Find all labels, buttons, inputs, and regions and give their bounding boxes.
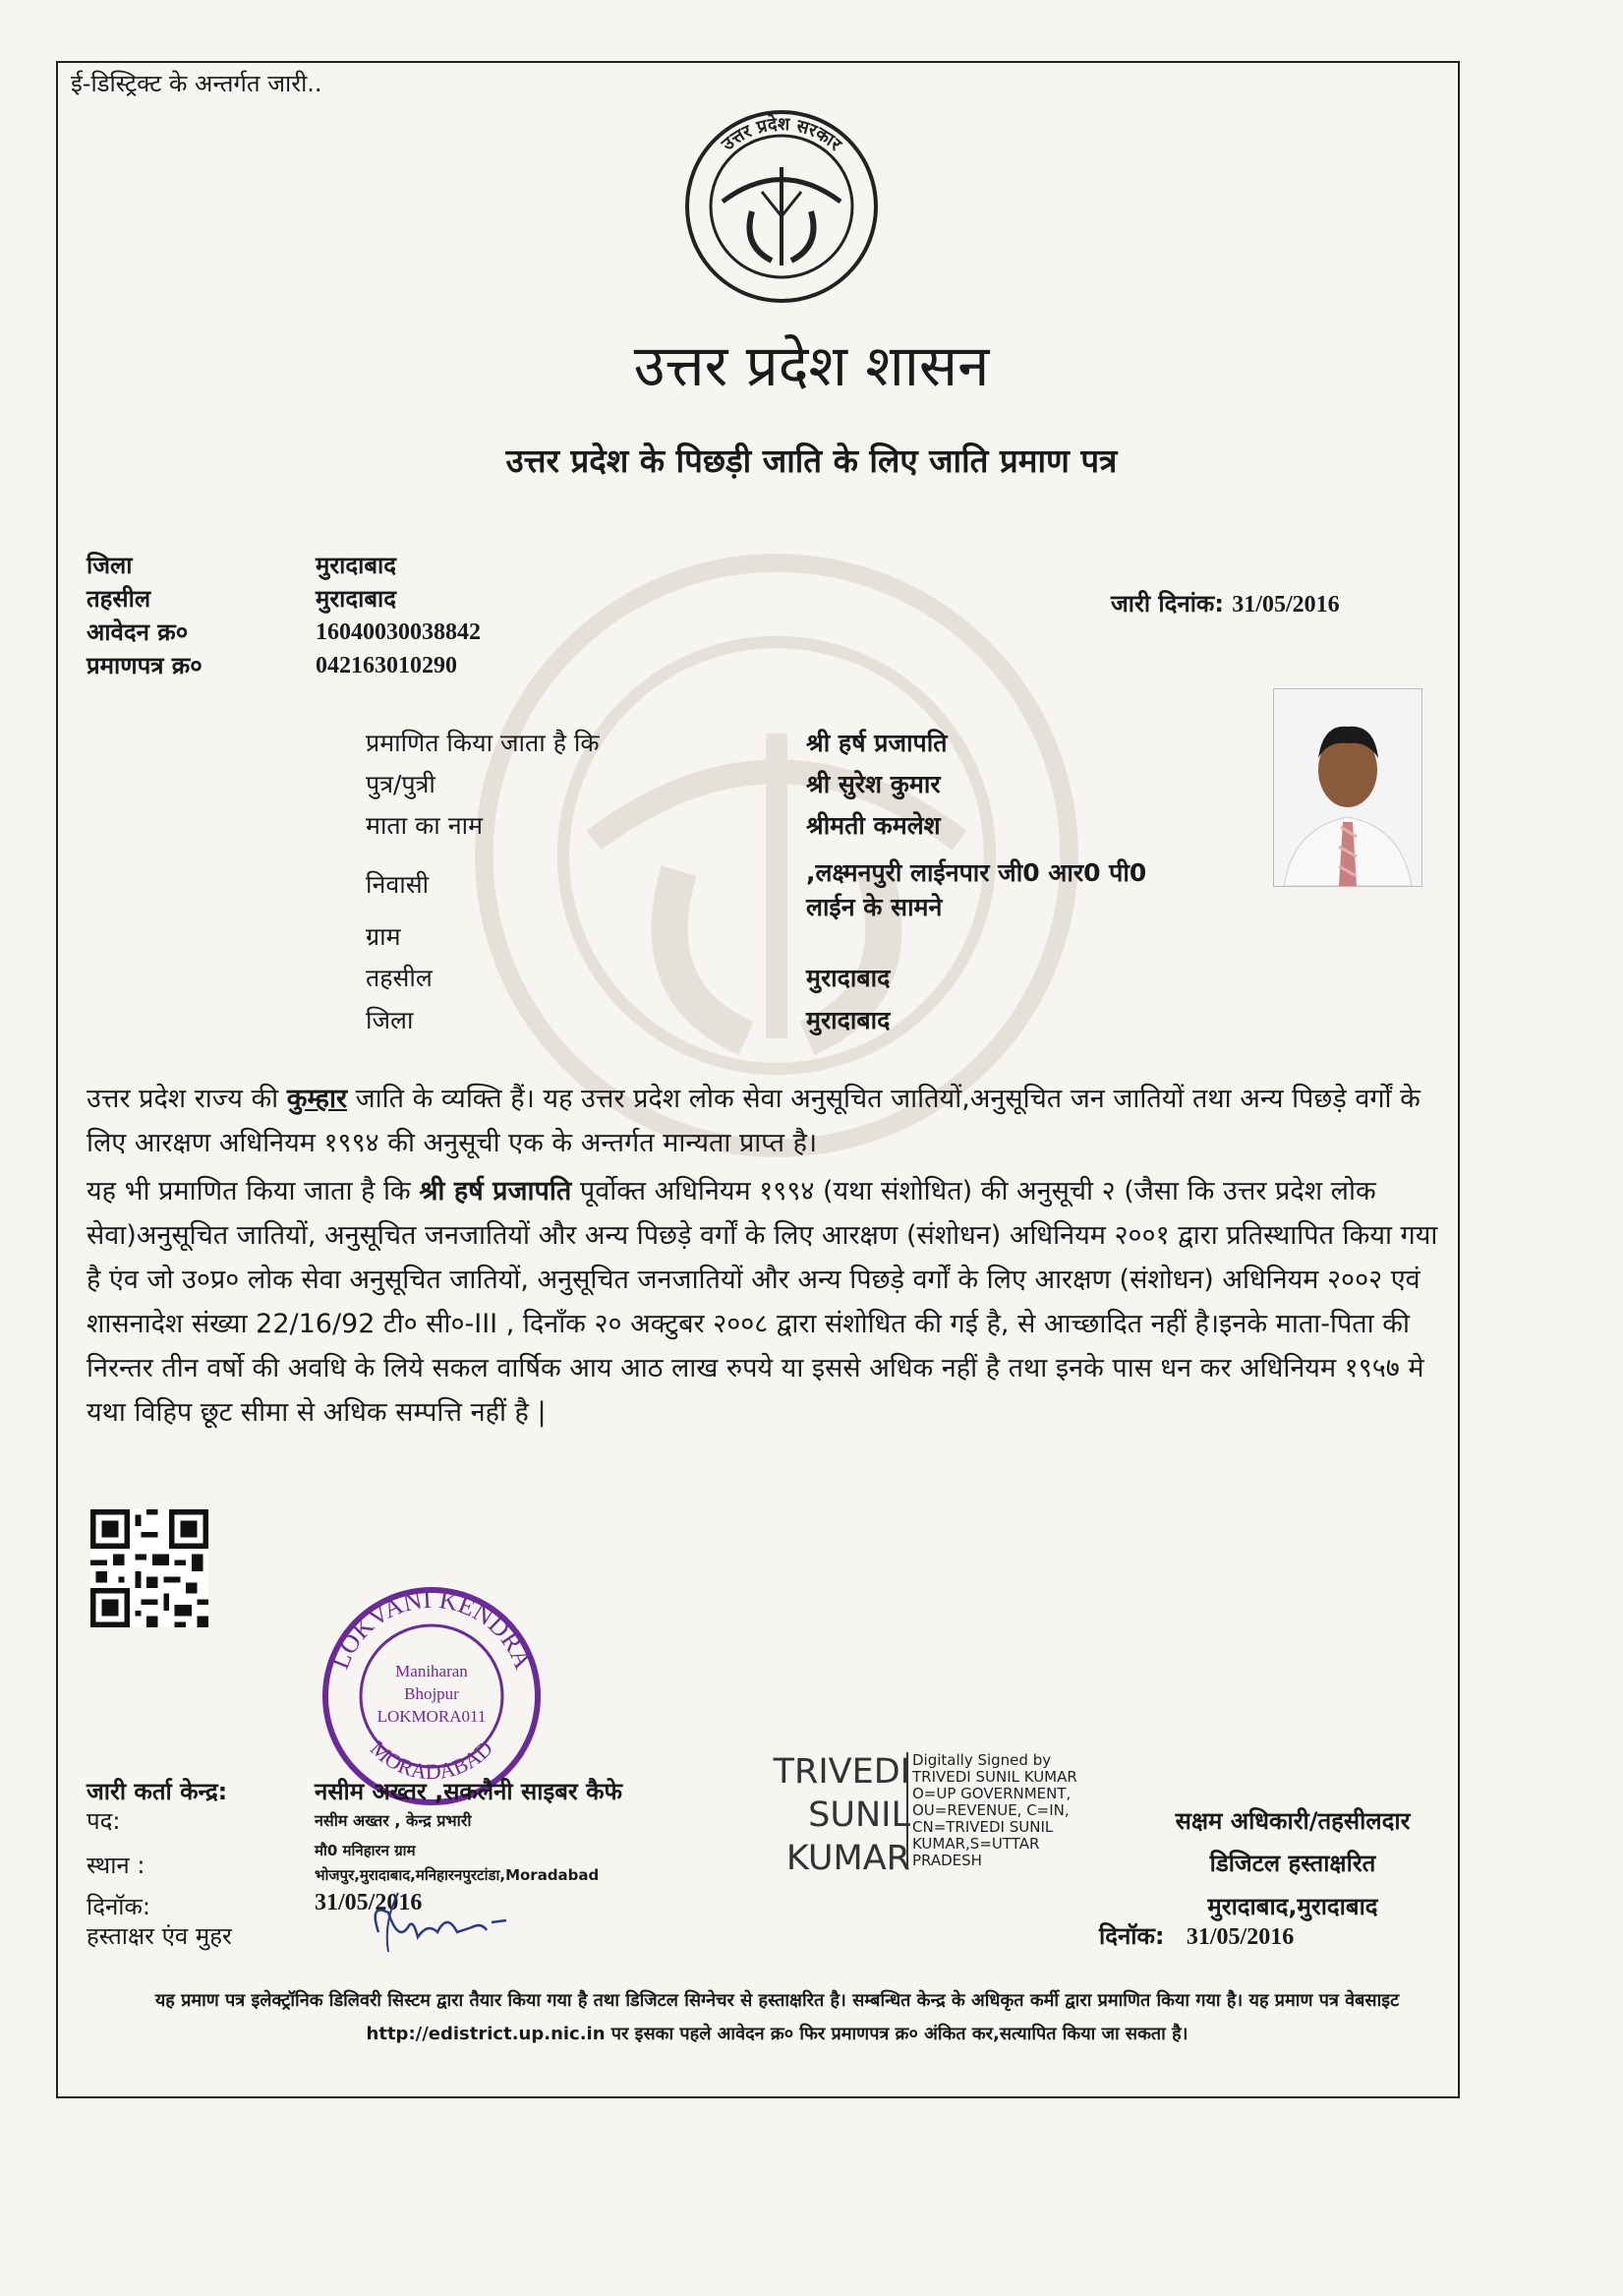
certified-label: प्रमाणित किया जाता है कि (366, 729, 600, 757)
district-label: जिला (87, 552, 133, 579)
top-note: ई-डिस्ट्रिक्ट के अन्तर्गत जारी.. (71, 70, 322, 97)
post-value: नसीम अख्तर , केन्द्र प्रभारी (315, 1811, 472, 1830)
stamp-line2: Bhojpur (404, 1684, 459, 1703)
qr-code-icon (90, 1509, 208, 1627)
application-no-label: आवेदन क्र० (87, 618, 189, 646)
mother-name: श्रीमती कमलेश (806, 811, 941, 840)
place-line2: भोजपुर,मुरादाबाद,मनिहारनपुरटांडा,Moradabad (315, 1866, 600, 1884)
svg-text:LOKVANI KENDRA (325, 1585, 538, 1674)
stamp-line3: LOKMORA011 (377, 1707, 487, 1726)
digital-signer-name (745, 1750, 910, 1880)
stamp-line1: Maniharan (395, 1662, 468, 1680)
tehsil-value: मुरादाबाद (316, 585, 397, 613)
child-of-label: पुत्र/पुत्री (366, 770, 435, 798)
address-line2: लाईन के सामने (806, 893, 943, 921)
certificate-no-label: प्रमाणपत्र क्र० (87, 652, 203, 679)
authority-signed: डिजिटल हस्ताक्षरित (1209, 1850, 1376, 1877)
authority-date (1099, 1919, 1294, 1952)
signer-name-line3: KUMAR (785, 1839, 910, 1878)
applicant-photo (1273, 688, 1422, 887)
father-name: श्री सुरेश कुमार (806, 770, 941, 798)
village-label: ग्राम (366, 922, 401, 951)
signature-icon (359, 1883, 536, 1962)
body-paragraph-2 (87, 1169, 1448, 1435)
p1-part-a: उत्तर प्रदेश राज्य की (87, 1084, 287, 1114)
sign-label: हस्ताक्षर एंव मुहर (87, 1922, 232, 1950)
person-tehsil-label: तहसील (366, 964, 433, 992)
issuer-date-label: दिनॉक: (87, 1893, 151, 1920)
person-district-value: मुरादाबाद (806, 1006, 891, 1034)
person-district-label: जिला (366, 1006, 414, 1034)
signer-name-line2: SUNIL (808, 1796, 910, 1835)
place-line1: मौ0 मनिहारन ग्राम (315, 1842, 416, 1859)
digital-signature-details: Digitally Signed by TRIVEDI SUNIL KUMAR O=UP GOVERNMENT, OU=REVENUE, C=IN, CN=TRIVEDI SUNIL KUMAR,S=UTTAR PRADESH (906, 1752, 1109, 1869)
authority-place: मुरादाबाद,मुरादाबाद (1207, 1893, 1378, 1920)
emblem-icon (683, 108, 880, 305)
signer-name-line1: TRIVEDI (773, 1752, 910, 1792)
meta-block (87, 549, 481, 682)
stamp-ring-bottom: MORADABAD (365, 1736, 498, 1785)
place-label: स्थान : (87, 1852, 145, 1879)
svg-text:उत्तर प्रदेश सरकार (718, 113, 846, 155)
caste-name: कुम्हार (286, 1084, 348, 1114)
p1-part-b: जाति के व्यक्ति हैं। यह उत्तर प्रदेश लोक सेवा अनुसूचित जातियों,अनुसूचित जन जातियों तथा अन्य पिछड़े वर्गों के लिए आरक्षण अधिनियम १९९४ की अनुसूची एक के अन्तर्गत मान्यता प्राप्त है। (87, 1084, 1420, 1158)
issuing-center-name: नसीम अख्तर ,सकलैनी साइबर कैफे (315, 1778, 623, 1805)
district-value: मुरादाबाद (316, 552, 397, 579)
p2-part-a: यह भी प्रमाणित किया जाता है कि (87, 1176, 420, 1207)
person-photo-icon (1274, 689, 1421, 886)
issue-date (1111, 587, 1340, 619)
issuing-center-label: जारी कर्ता केन्द्र: (87, 1778, 228, 1805)
tehsil-label: तहसील (87, 585, 151, 613)
issue-date-label: जारी दिनांक: (1111, 590, 1224, 618)
emblem-text: उत्तर प्रदेश सरकार (718, 113, 845, 155)
footer-note: यह प्रमाण पत्र इलेक्ट्रॉनिक डिलिवरी सिस्टम द्वारा तैयार किया गया है तथा डिजिटल सिग्नेचर से हस्ताक्षरित है। सम्बन्धित केन्द्र के अधिकृत कर्मी द्वारा प्रमाणित किया गया है। यह प्रमाण पत्र वेबसाइट http://edistrict.up.nic.in पर इसका पहले आवेदन क्र० फिर प्रमाणपत्र क्र० अंकित कर,सत्यापित किया जा सकता है। (154, 1990, 1400, 2044)
mother-label: माता का नाम (366, 811, 484, 840)
authority-date-value: 31/05/2016 (1186, 1924, 1295, 1950)
authority-title: सक्षम अधिकारी/तहसीलदार (1175, 1807, 1411, 1835)
stamp-ring-top: LOKVANI KENDRA (325, 1584, 538, 1674)
post-label: पद: (87, 1807, 121, 1835)
issue-date-value: 31/05/2016 (1232, 592, 1340, 618)
p2-part-b: पूर्वोक्त अधिनियम १९९४ (यथा संशोधित) की अनुसूची २ (जैसा कि उत्तर प्रदेश लोक सेवा)अनुसूचित जातियों, अनुसूचित जनजातियों और अन्य पिछड़े वर्गों के लिए आरक्षण (संशोधन) अधिनियम २००१ द्वारा प्रतिस्थापित किया गया है एंव जो उ०प्र० लोक सेवा अनुसूचित जातियों, अनुसूचित जनजातियों और अन्य पिछड़े वर्गों के लिए आरक्षण (संशोधन) अधिनियम २००२ एवं शासनादेश संख्या 22/16/92 टी० सी०-III , दिनाँक २० अक्टुबर २००८ द्वारा संशोधित की गई है, से आच्छादित नहीं है।इनके माता-पिता की निरन्तर तीन वर्षो की अवधि के लिये सकल वार्षिक आय आठ लाख रुपये या इससे अधिक नहीं है तथा इनके पास धन कर अधिनियम १९५७ मे यथा विहिप छूट सीमा से अधिक सम्पत्ति नहीं है | (87, 1176, 1438, 1428)
person-tehsil-value: मुरादाबाद (806, 964, 891, 992)
p2-holder-name: श्री हर्ष प्रजापति (419, 1176, 572, 1207)
holder-name: श्री हर्ष प्रजापति (806, 729, 948, 757)
body-paragraph-1 (87, 1077, 1448, 1165)
issuer-date-value: 31/05/2016 (315, 1890, 423, 1915)
page-title: उत्तर प्रदेश शासन (633, 332, 990, 399)
resident-label: निवासी (366, 870, 430, 899)
page-subtitle: उत्तर प्रदेश के पिछड़ी जाति के लिए जाति प्रमाण पत्र (505, 442, 1118, 480)
authority-date-label: दिनॉक: (1099, 1922, 1165, 1950)
application-no-value: 16040030038842 (316, 619, 481, 645)
address-line1: ,लक्ष्मनपुरी लाईनपार जी0 आर0 पी0 (806, 858, 1147, 887)
certificate-no-value: 042163010290 (316, 653, 457, 678)
